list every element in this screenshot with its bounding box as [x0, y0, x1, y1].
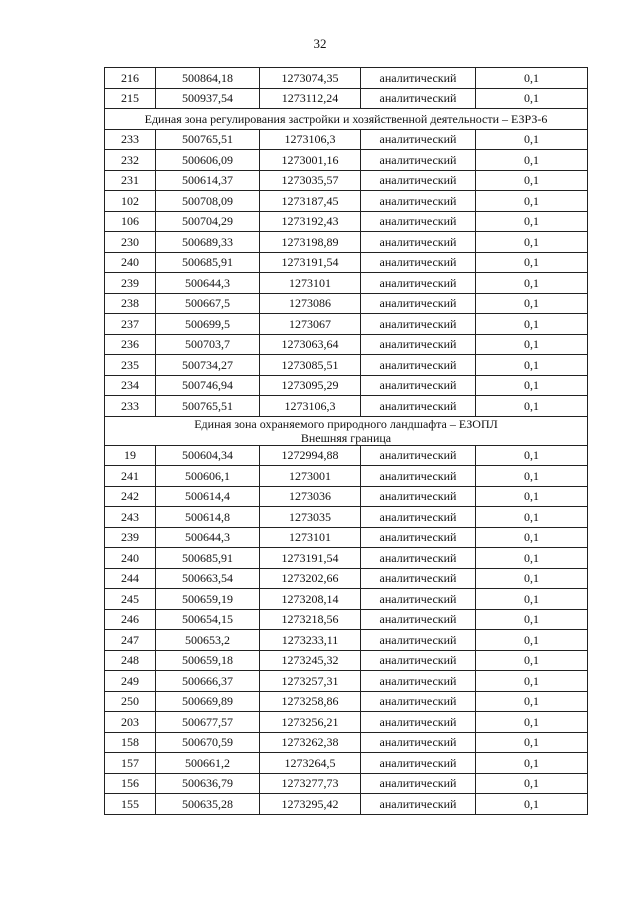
table-row: [105, 712, 588, 733]
table-row: [105, 150, 588, 171]
table-row: [105, 191, 588, 212]
table-row: [105, 273, 588, 294]
table-row: [105, 170, 588, 191]
point-number-cell: 216: [105, 68, 156, 89]
x-coordinate-cell: 500614,4: [156, 486, 260, 507]
accuracy-cell: 0,1: [476, 691, 588, 712]
accuracy-cell: 0,1: [476, 712, 588, 733]
determination-method-cell: аналитический: [361, 273, 476, 294]
coordinates-table: [104, 67, 588, 815]
determination-method-cell: аналитический: [361, 252, 476, 273]
y-coordinate-cell: 1273191,54: [260, 252, 361, 273]
accuracy-cell: 0,1: [476, 630, 588, 651]
x-coordinate-cell: 500606,09: [156, 150, 260, 171]
determination-method-cell: аналитический: [361, 589, 476, 610]
point-number-cell: 234: [105, 375, 156, 396]
table-row: [105, 88, 588, 109]
y-coordinate-cell: 1273106,3: [260, 129, 361, 150]
page-number: 32: [313, 36, 327, 51]
accuracy-cell: 0,1: [476, 773, 588, 794]
x-coordinate-cell: 500765,51: [156, 396, 260, 417]
accuracy-cell: 0,1: [476, 252, 588, 273]
point-number-cell: 250: [105, 691, 156, 712]
y-coordinate-cell: 1273295,42: [260, 794, 361, 815]
determination-method-cell: аналитический: [361, 794, 476, 815]
x-coordinate-cell: 500685,91: [156, 548, 260, 569]
determination-method-cell: аналитический: [361, 232, 476, 253]
determination-method-cell: аналитический: [361, 466, 476, 487]
point-number-cell: 230: [105, 232, 156, 253]
table-row: [105, 794, 588, 815]
accuracy-cell: 0,1: [476, 355, 588, 376]
point-number-cell: 247: [105, 630, 156, 651]
accuracy-cell: 0,1: [476, 589, 588, 610]
x-coordinate-cell: 500689,33: [156, 232, 260, 253]
determination-method-cell: аналитический: [361, 88, 476, 109]
table-row: [105, 486, 588, 507]
section-header-ezrz6: [105, 109, 588, 130]
determination-method-cell: аналитический: [361, 671, 476, 692]
table-row: [105, 527, 588, 548]
table-row: [105, 753, 588, 774]
x-coordinate-cell: 500606,1: [156, 466, 260, 487]
determination-method-cell: аналитический: [361, 68, 476, 89]
accuracy-cell: 0,1: [476, 211, 588, 232]
point-number-cell: 240: [105, 252, 156, 273]
determination-method-cell: аналитический: [361, 732, 476, 753]
x-coordinate-cell: 500614,37: [156, 170, 260, 191]
table-row: [105, 589, 588, 610]
accuracy-cell: 0,1: [476, 486, 588, 507]
y-coordinate-cell: 1273067: [260, 314, 361, 335]
point-number-cell: 244: [105, 568, 156, 589]
point-number-cell: 232: [105, 150, 156, 171]
y-coordinate-cell: 1272994,88: [260, 445, 361, 466]
y-coordinate-cell: 1273198,89: [260, 232, 361, 253]
y-coordinate-cell: 1273264,5: [260, 753, 361, 774]
accuracy-cell: 0,1: [476, 396, 588, 417]
determination-method-cell: аналитический: [361, 211, 476, 232]
table-row: [105, 293, 588, 314]
y-coordinate-cell: 1273095,29: [260, 375, 361, 396]
y-coordinate-cell: 1273187,45: [260, 191, 361, 212]
point-number-cell: 239: [105, 527, 156, 548]
x-coordinate-cell: 500669,89: [156, 691, 260, 712]
zone-subtitle: Внешняя граница: [300, 430, 392, 445]
x-coordinate-cell: 500666,37: [156, 671, 260, 692]
y-coordinate-cell: 1273036: [260, 486, 361, 507]
table-row: [105, 396, 588, 417]
table-row: [105, 773, 588, 794]
determination-method-cell: аналитический: [361, 753, 476, 774]
table-row: [105, 691, 588, 712]
y-coordinate-cell: 1273233,11: [260, 630, 361, 651]
zone-title: Единая зона охраняемого природного ландшафта – ЕЗОПЛ: [194, 416, 498, 431]
accuracy-cell: 0,1: [476, 568, 588, 589]
determination-method-cell: аналитический: [361, 129, 476, 150]
accuracy-cell: 0,1: [476, 68, 588, 89]
point-number-cell: 231: [105, 170, 156, 191]
x-coordinate-cell: 500703,7: [156, 334, 260, 355]
x-coordinate-cell: 500654,15: [156, 609, 260, 630]
point-number-cell: 240: [105, 548, 156, 569]
determination-method-cell: аналитический: [361, 170, 476, 191]
point-number-cell: 249: [105, 671, 156, 692]
table-row: [105, 314, 588, 335]
y-coordinate-cell: 1273085,51: [260, 355, 361, 376]
x-coordinate-cell: 500864,18: [156, 68, 260, 89]
y-coordinate-cell: 1273101: [260, 527, 361, 548]
accuracy-cell: 0,1: [476, 314, 588, 335]
point-number-cell: 235: [105, 355, 156, 376]
determination-method-cell: аналитический: [361, 334, 476, 355]
determination-method-cell: аналитический: [361, 568, 476, 589]
accuracy-cell: 0,1: [476, 273, 588, 294]
point-number-cell: 239: [105, 273, 156, 294]
x-coordinate-cell: 500746,94: [156, 375, 260, 396]
x-coordinate-cell: 500653,2: [156, 630, 260, 651]
determination-method-cell: аналитический: [361, 527, 476, 548]
table-row: [105, 68, 588, 89]
point-number-cell: 102: [105, 191, 156, 212]
accuracy-cell: 0,1: [476, 732, 588, 753]
determination-method-cell: аналитический: [361, 609, 476, 630]
x-coordinate-cell: 500604,34: [156, 445, 260, 466]
y-coordinate-cell: 1273191,54: [260, 548, 361, 569]
table-row: [105, 650, 588, 671]
x-coordinate-cell: 500708,09: [156, 191, 260, 212]
accuracy-cell: 0,1: [476, 445, 588, 466]
point-number-cell: 233: [105, 396, 156, 417]
table-row: [105, 568, 588, 589]
table-row: [105, 671, 588, 692]
determination-method-cell: аналитический: [361, 293, 476, 314]
accuracy-cell: 0,1: [476, 527, 588, 548]
accuracy-cell: 0,1: [476, 466, 588, 487]
y-coordinate-cell: 1273218,56: [260, 609, 361, 630]
accuracy-cell: 0,1: [476, 794, 588, 815]
determination-method-cell: аналитический: [361, 773, 476, 794]
x-coordinate-cell: 500765,51: [156, 129, 260, 150]
point-number-cell: 238: [105, 293, 156, 314]
point-number-cell: 248: [105, 650, 156, 671]
y-coordinate-cell: 1273101: [260, 273, 361, 294]
determination-method-cell: аналитический: [361, 630, 476, 651]
table-row: [105, 548, 588, 569]
accuracy-cell: 0,1: [476, 88, 588, 109]
point-number-cell: 155: [105, 794, 156, 815]
accuracy-cell: 0,1: [476, 375, 588, 396]
point-number-cell: 156: [105, 773, 156, 794]
section-header-ezopl: [105, 416, 588, 445]
point-number-cell: 237: [105, 314, 156, 335]
accuracy-cell: 0,1: [476, 293, 588, 314]
y-coordinate-cell: 1273256,21: [260, 712, 361, 733]
x-coordinate-cell: 500635,28: [156, 794, 260, 815]
table-row: [105, 732, 588, 753]
accuracy-cell: 0,1: [476, 609, 588, 630]
determination-method-cell: аналитический: [361, 507, 476, 528]
y-coordinate-cell: 1273035,57: [260, 170, 361, 191]
x-coordinate-cell: 500677,57: [156, 712, 260, 733]
x-coordinate-cell: 500699,5: [156, 314, 260, 335]
table-row: [105, 375, 588, 396]
y-coordinate-cell: 1273063,64: [260, 334, 361, 355]
point-number-cell: 203: [105, 712, 156, 733]
point-number-cell: 241: [105, 466, 156, 487]
accuracy-cell: 0,1: [476, 150, 588, 171]
x-coordinate-cell: 500644,3: [156, 527, 260, 548]
table-row: [105, 507, 588, 528]
y-coordinate-cell: 1273086: [260, 293, 361, 314]
accuracy-cell: 0,1: [476, 232, 588, 253]
accuracy-cell: 0,1: [476, 191, 588, 212]
y-coordinate-cell: 1273001,16: [260, 150, 361, 171]
x-coordinate-cell: 500636,79: [156, 773, 260, 794]
point-number-cell: 106: [105, 211, 156, 232]
point-number-cell: 246: [105, 609, 156, 630]
accuracy-cell: 0,1: [476, 548, 588, 569]
table-row: [105, 211, 588, 232]
point-number-cell: 242: [105, 486, 156, 507]
y-coordinate-cell: 1273277,73: [260, 773, 361, 794]
determination-method-cell: аналитический: [361, 650, 476, 671]
point-number-cell: 243: [105, 507, 156, 528]
y-coordinate-cell: 1273112,24: [260, 88, 361, 109]
y-coordinate-cell: 1273035: [260, 507, 361, 528]
determination-method-cell: аналитический: [361, 445, 476, 466]
point-number-cell: 19: [105, 445, 156, 466]
y-coordinate-cell: 1273245,32: [260, 650, 361, 671]
x-coordinate-cell: 500670,59: [156, 732, 260, 753]
x-coordinate-cell: 500614,8: [156, 507, 260, 528]
table-row: [105, 609, 588, 630]
point-number-cell: 236: [105, 334, 156, 355]
y-coordinate-cell: 1273262,38: [260, 732, 361, 753]
determination-method-cell: аналитический: [361, 355, 476, 376]
accuracy-cell: 0,1: [476, 334, 588, 355]
point-number-cell: 245: [105, 589, 156, 610]
point-number-cell: 233: [105, 129, 156, 150]
y-coordinate-cell: 1273257,31: [260, 671, 361, 692]
y-coordinate-cell: 1273258,86: [260, 691, 361, 712]
accuracy-cell: 0,1: [476, 650, 588, 671]
determination-method-cell: аналитический: [361, 691, 476, 712]
x-coordinate-cell: 500685,91: [156, 252, 260, 273]
determination-method-cell: аналитический: [361, 375, 476, 396]
determination-method-cell: аналитический: [361, 150, 476, 171]
y-coordinate-cell: 1273192,43: [260, 211, 361, 232]
point-number-cell: 215: [105, 88, 156, 109]
table-row: [105, 466, 588, 487]
accuracy-cell: 0,1: [476, 671, 588, 692]
accuracy-cell: 0,1: [476, 129, 588, 150]
determination-method-cell: аналитический: [361, 396, 476, 417]
x-coordinate-cell: 500937,54: [156, 88, 260, 109]
point-number-cell: 158: [105, 732, 156, 753]
x-coordinate-cell: 500659,18: [156, 650, 260, 671]
y-coordinate-cell: 1273202,66: [260, 568, 361, 589]
y-coordinate-cell: 1273001: [260, 466, 361, 487]
table-row: [105, 334, 588, 355]
determination-method-cell: аналитический: [361, 486, 476, 507]
table-row: [105, 445, 588, 466]
x-coordinate-cell: 500663,54: [156, 568, 260, 589]
table-row: [105, 252, 588, 273]
table-row: [105, 630, 588, 651]
point-number-cell: 157: [105, 753, 156, 774]
table-row: [105, 232, 588, 253]
determination-method-cell: аналитический: [361, 548, 476, 569]
x-coordinate-cell: 500667,5: [156, 293, 260, 314]
determination-method-cell: аналитический: [361, 191, 476, 212]
zone-title: Единая зона регулирования застройки и хозяйственной деятельности – ЕЗРЗ-6: [144, 111, 548, 126]
x-coordinate-cell: 500661,2: [156, 753, 260, 774]
x-coordinate-cell: 500644,3: [156, 273, 260, 294]
y-coordinate-cell: 1273208,14: [260, 589, 361, 610]
y-coordinate-cell: 1273074,35: [260, 68, 361, 89]
determination-method-cell: аналитический: [361, 314, 476, 335]
x-coordinate-cell: 500704,29: [156, 211, 260, 232]
y-coordinate-cell: 1273106,3: [260, 396, 361, 417]
table-row: [105, 129, 588, 150]
accuracy-cell: 0,1: [476, 753, 588, 774]
table-row: [105, 355, 588, 376]
accuracy-cell: 0,1: [476, 507, 588, 528]
x-coordinate-cell: 500659,19: [156, 589, 260, 610]
determination-method-cell: аналитический: [361, 712, 476, 733]
x-coordinate-cell: 500734,27: [156, 355, 260, 376]
accuracy-cell: 0,1: [476, 170, 588, 191]
